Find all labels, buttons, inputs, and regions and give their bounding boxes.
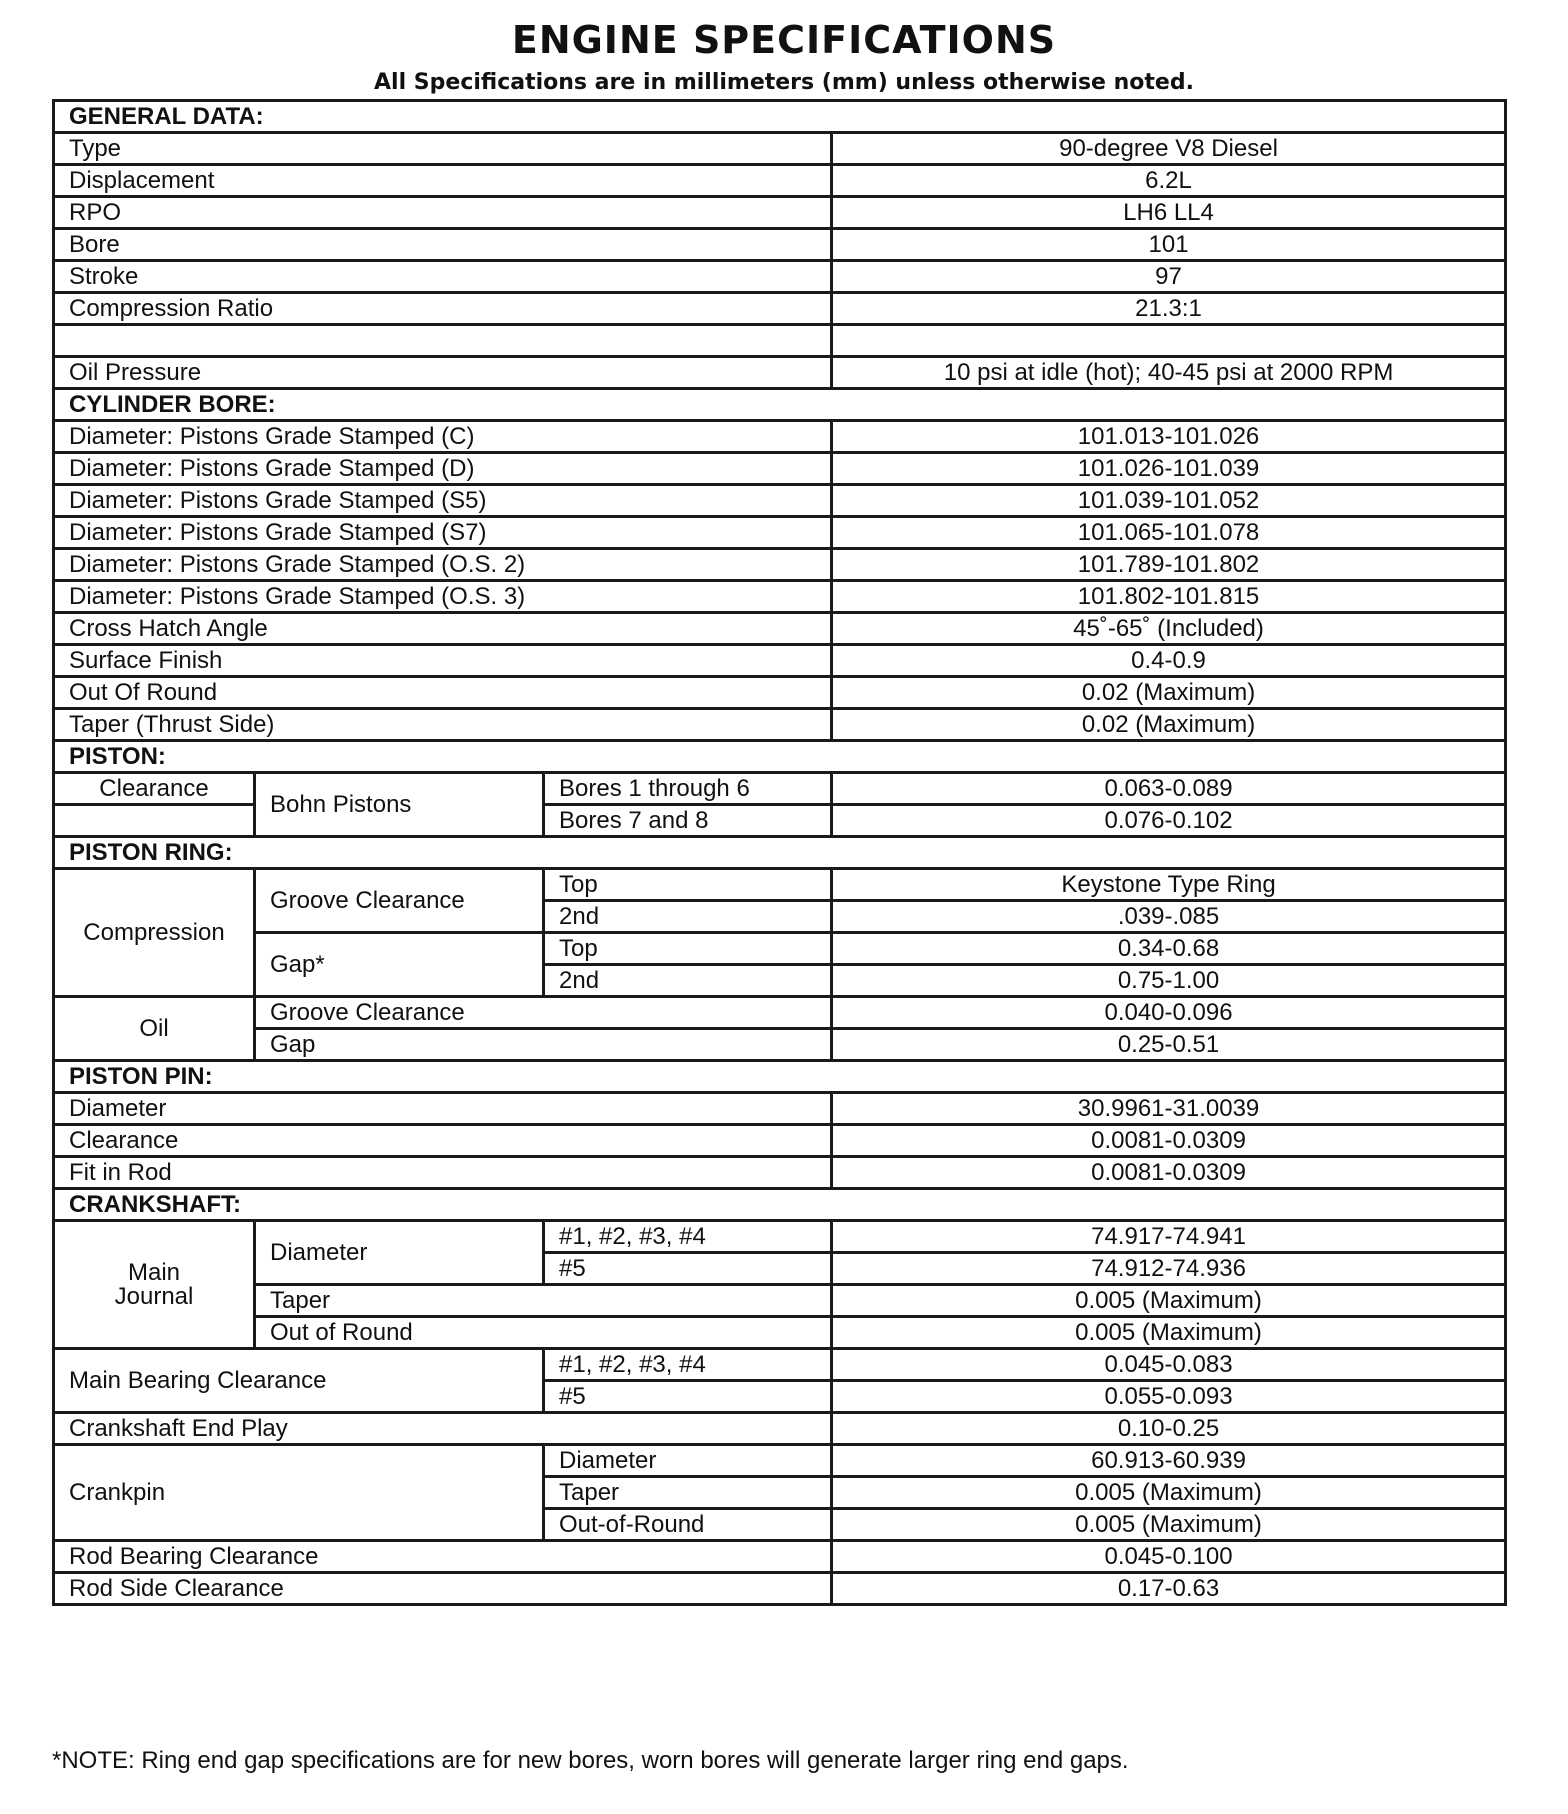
table-row	[54, 197, 1506, 229]
spec-label: Diameter	[544, 1445, 832, 1477]
spec-label: Diameter: Pistons Grade Stamped (O.S. 2)	[54, 549, 832, 581]
section-heading: PISTON:	[54, 741, 1506, 773]
spec-value: LH6 LL4	[832, 197, 1506, 229]
spec-value: 0.0081-0.0309	[832, 1157, 1506, 1189]
table-row	[54, 453, 1506, 485]
spec-label: #1, #2, #3, #4	[544, 1221, 832, 1253]
table-row	[54, 709, 1506, 741]
spec-label: Diameter: Pistons Grade Stamped (S7)	[54, 517, 832, 549]
table-row	[54, 645, 1506, 677]
section-header-piston-ring	[54, 837, 1506, 869]
spec-value: 45˚-65˚ (Included)	[832, 613, 1506, 645]
groove-clearance-label: Groove Clearance	[255, 869, 544, 933]
spec-label: Top	[544, 869, 832, 901]
spec-label: Out of Round	[255, 1317, 832, 1349]
spec-label: Taper	[255, 1285, 832, 1317]
compression-ring-label: Compression	[54, 869, 255, 997]
table-row	[54, 1541, 1506, 1573]
table-row	[54, 229, 1506, 261]
spec-value: Keystone Type Ring	[832, 869, 1506, 901]
spec-value: 74.917-74.941	[832, 1221, 1506, 1253]
spec-value: 101.789-101.802	[832, 549, 1506, 581]
main-journal-label-line1: Main	[127, 1258, 181, 1286]
spec-label: 2nd	[544, 965, 832, 997]
specifications-table	[52, 99, 1507, 1606]
journal-diameter-label: Diameter	[255, 1221, 544, 1285]
empty-cell	[54, 805, 255, 837]
spec-value: 97	[832, 261, 1506, 293]
table-row	[54, 997, 1506, 1029]
table-row	[54, 293, 1506, 325]
spec-value: 0.045-0.100	[832, 1541, 1506, 1573]
spec-value: .039-.085	[832, 901, 1506, 933]
section-heading: PISTON RING:	[54, 837, 1506, 869]
spec-value: 101.039-101.052	[832, 485, 1506, 517]
table-row	[54, 1445, 1506, 1477]
spec-value: 101	[832, 229, 1506, 261]
spec-label: Top	[544, 933, 832, 965]
spec-value: 90-degree V8 Diesel	[832, 133, 1506, 165]
table-row	[54, 1093, 1506, 1125]
spec-label: Compression Ratio	[54, 293, 832, 325]
spec-label: Taper	[544, 1477, 832, 1509]
spec-value: 0.75-1.00	[832, 965, 1506, 997]
table-row	[54, 677, 1506, 709]
spec-value: 0.17-0.63	[832, 1573, 1506, 1605]
table-row	[54, 613, 1506, 645]
spec-label: Clearance	[54, 1125, 832, 1157]
section-header-piston-pin	[54, 1061, 1506, 1093]
table-row	[54, 261, 1506, 293]
spec-value: 0.25-0.51	[832, 1029, 1506, 1061]
spec-value: 6.2L	[832, 165, 1506, 197]
spec-label: Crankshaft End Play	[54, 1413, 832, 1445]
table-row	[54, 1317, 1506, 1349]
spec-label: Out Of Round	[54, 677, 832, 709]
table-row	[54, 773, 1506, 805]
table-row	[54, 869, 1506, 901]
spec-label: Stroke	[54, 261, 832, 293]
spec-value	[832, 325, 1506, 357]
section-header-piston	[54, 741, 1506, 773]
table-row	[54, 421, 1506, 453]
spec-label: Surface Finish	[54, 645, 832, 677]
section-heading: PISTON PIN:	[54, 1061, 1506, 1093]
spec-label: Taper (Thrust Side)	[54, 709, 832, 741]
page-subtitle: All Specifications are in millimeters (mm) unless otherwise noted.	[374, 70, 1194, 95]
table-row	[54, 1221, 1506, 1253]
spec-label: Cross Hatch Angle	[54, 613, 832, 645]
spec-value: 21.3:1	[832, 293, 1506, 325]
spec-label: Rod Bearing Clearance	[54, 1541, 832, 1573]
spec-label	[54, 325, 832, 357]
spec-label: Out-of-Round	[544, 1509, 832, 1541]
page-title: ENGINE SPECIFICATIONS	[511, 18, 1057, 62]
spec-label: Diameter: Pistons Grade Stamped (S5)	[54, 485, 832, 517]
spec-label: Type	[54, 133, 832, 165]
spec-label: Diameter: Pistons Grade Stamped (O.S. 3)	[54, 581, 832, 613]
spec-value: 0.34-0.68	[832, 933, 1506, 965]
spec-label: Gap	[255, 1029, 832, 1061]
spec-value: 0.10-0.25	[832, 1413, 1506, 1445]
main-bearing-label: Main Bearing Clearance	[54, 1349, 544, 1413]
spec-value: 101.065-101.078	[832, 517, 1506, 549]
table-row	[54, 325, 1506, 357]
table-row	[54, 933, 1506, 965]
spec-label: RPO	[54, 197, 832, 229]
spec-value: 0.0081-0.0309	[832, 1125, 1506, 1157]
main-journal-label	[54, 1221, 255, 1349]
footnote: *NOTE: Ring end gap specifications are for new bores, worn bores will generate larger ring end gaps.	[52, 1747, 1129, 1774]
spec-value: 0.005 (Maximum)	[832, 1317, 1506, 1349]
table-row	[54, 549, 1506, 581]
spec-label: Diameter: Pistons Grade Stamped (D)	[54, 453, 832, 485]
table-row	[54, 1029, 1506, 1061]
crankpin-label: Crankpin	[54, 1445, 544, 1541]
section-header-cylinder-bore	[54, 389, 1506, 421]
spec-value: 0.02 (Maximum)	[832, 677, 1506, 709]
table-row	[54, 1125, 1506, 1157]
piston-clearance-label: Clearance	[54, 773, 255, 805]
spec-label: #5	[544, 1381, 832, 1413]
spec-value: 0.005 (Maximum)	[832, 1477, 1506, 1509]
main-journal-label-line2: Journal	[114, 1282, 194, 1310]
spec-label: Oil Pressure	[54, 357, 832, 389]
spec-value: 0.02 (Maximum)	[832, 709, 1506, 741]
spec-label: #5	[544, 1253, 832, 1285]
table-row	[54, 1157, 1506, 1189]
spec-label: Fit in Rod	[54, 1157, 832, 1189]
spec-label: Displacement	[54, 165, 832, 197]
spec-value: 60.913-60.939	[832, 1445, 1506, 1477]
table-row	[54, 357, 1506, 389]
gap-label: Gap*	[255, 933, 544, 997]
spec-label: Diameter	[54, 1093, 832, 1125]
spec-label: 2nd	[544, 901, 832, 933]
spec-label: Diameter: Pistons Grade Stamped (C)	[54, 421, 832, 453]
table-row	[54, 1413, 1506, 1445]
spec-label: Groove Clearance	[255, 997, 832, 1029]
table-row	[54, 581, 1506, 613]
section-header-crankshaft	[54, 1189, 1506, 1221]
spec-label: Bore	[54, 229, 832, 261]
table-row	[54, 517, 1506, 549]
section-heading: CYLINDER BORE:	[54, 389, 1506, 421]
table-row	[54, 165, 1506, 197]
spec-label: Bores 7 and 8	[544, 805, 832, 837]
section-header-general	[54, 101, 1506, 133]
spec-label: #1, #2, #3, #4	[544, 1349, 832, 1381]
spec-value: 0.005 (Maximum)	[832, 1285, 1506, 1317]
table-row	[54, 485, 1506, 517]
table-row	[54, 1349, 1506, 1381]
spec-value: 0.045-0.083	[832, 1349, 1506, 1381]
spec-value: 0.063-0.089	[832, 773, 1506, 805]
spec-value: 101.013-101.026	[832, 421, 1506, 453]
spec-value: 0.4-0.9	[832, 645, 1506, 677]
oil-ring-label: Oil	[54, 997, 255, 1061]
spec-value: 30.9961-31.0039	[832, 1093, 1506, 1125]
section-heading: GENERAL DATA:	[54, 101, 1506, 133]
spec-value: 0.005 (Maximum)	[832, 1509, 1506, 1541]
spec-value: 0.076-0.102	[832, 805, 1506, 837]
spec-label: Bores 1 through 6	[544, 773, 832, 805]
table-row	[54, 1285, 1506, 1317]
spec-value: 0.040-0.096	[832, 997, 1506, 1029]
spec-value: 10 psi at idle (hot); 40-45 psi at 2000 RPM	[832, 357, 1506, 389]
spec-value: 101.026-101.039	[832, 453, 1506, 485]
spec-value: 74.912-74.936	[832, 1253, 1506, 1285]
spec-value: 101.802-101.815	[832, 581, 1506, 613]
spec-value: 0.055-0.093	[832, 1381, 1506, 1413]
piston-type-label: Bohn Pistons	[255, 773, 544, 837]
table-row	[54, 1573, 1506, 1605]
spec-label: Rod Side Clearance	[54, 1573, 832, 1605]
table-row	[54, 133, 1506, 165]
section-heading: CRANKSHAFT:	[54, 1189, 1506, 1221]
